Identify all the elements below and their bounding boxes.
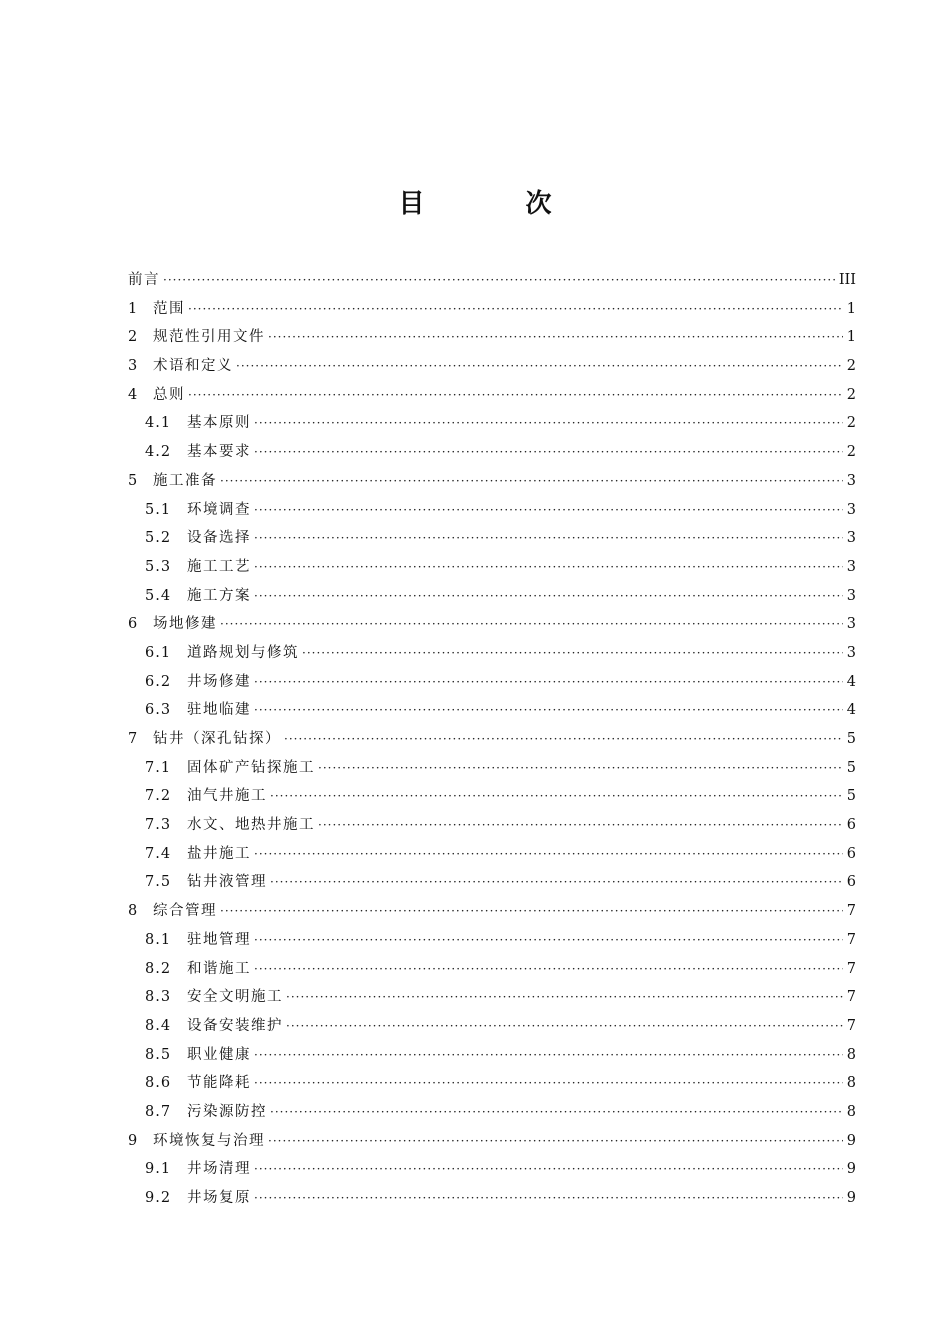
- toc-entry-label: 水文、地热井施工: [187, 817, 315, 834]
- toc-entry-page-number: 7: [846, 989, 856, 1006]
- toc-entry-label: 钻井（深孔钻探）: [153, 731, 281, 747]
- toc-entry-number: 8.7: [145, 1103, 172, 1120]
- toc-dot-leader: [188, 381, 843, 410]
- toc-entry-label: 和谐施工: [187, 960, 251, 977]
- toc-entry-number: 6.3: [145, 702, 172, 719]
- toc-entry-label: 驻地管理: [187, 931, 251, 948]
- toc-dot-leader: [286, 983, 843, 1012]
- toc-entry-label: 井场修建: [187, 673, 251, 690]
- toc-entry-number: 3: [128, 358, 138, 375]
- toc-entry-label: 井场复原: [187, 1190, 251, 1206]
- toc-entry-number: 4.2: [145, 444, 172, 461]
- toc-entry[interactable]: [128, 1098, 856, 1127]
- toc-dot-leader: [254, 409, 843, 438]
- toc-entry-number: 6: [128, 616, 138, 633]
- toc-entry-number: 8.6: [145, 1075, 172, 1092]
- toc-entry-number: 9.1: [145, 1161, 172, 1178]
- toc-entry-page-number: 1: [846, 329, 856, 346]
- toc-entry[interactable]: [128, 1184, 856, 1213]
- toc-dot-leader: [254, 1155, 843, 1184]
- toc-entry-page-number: 3: [846, 530, 856, 547]
- toc-entry[interactable]: [128, 1012, 856, 1041]
- toc-entry-page-number: 4: [846, 702, 856, 719]
- toc-entry-label: 安全文明施工: [187, 989, 283, 1006]
- toc-entry-label: 环境调查: [187, 501, 251, 518]
- toc-entry-page-number: III: [838, 272, 856, 288]
- toc-entry-page-number: 3: [846, 558, 856, 575]
- toc-dot-leader: [220, 467, 843, 496]
- toc-entry-number: 7.3: [145, 817, 172, 834]
- toc-entry[interactable]: [128, 295, 856, 324]
- toc-dot-leader: [284, 725, 843, 754]
- toc-entry-number: 5.2: [145, 530, 172, 547]
- page-title: 目 次: [398, 189, 598, 219]
- toc-entry-page-number: 7: [846, 903, 856, 920]
- toc-entry-label: 规范性引用文件: [153, 329, 265, 346]
- toc-entry-page-number: 1: [846, 300, 856, 317]
- toc-dot-leader: [318, 754, 843, 783]
- toc-dot-leader: [286, 1012, 843, 1041]
- toc-dot-leader: [254, 438, 843, 467]
- toc-entry-page-number: 7: [846, 960, 856, 977]
- toc-entry[interactable]: [128, 840, 856, 869]
- toc-entry[interactable]: [128, 696, 856, 725]
- toc-dot-leader: [254, 1069, 843, 1098]
- toc-entry-page-number: 3: [846, 501, 856, 518]
- toc-dot-leader: [270, 868, 843, 897]
- toc-dot-leader: [318, 811, 843, 840]
- toc-dot-leader: [302, 639, 843, 668]
- toc-entry-label: 污染源防控: [187, 1103, 267, 1120]
- toc-entry-number: 5.1: [145, 501, 172, 518]
- toc-entry-page-number: 2: [846, 415, 856, 432]
- toc-entry-label: 井场清理: [187, 1161, 251, 1178]
- toc-entry-number: 7.2: [145, 788, 172, 805]
- toc-entry-label: 施工方案: [187, 587, 251, 604]
- toc-entry-number: 8.2: [145, 960, 172, 977]
- toc-entry-number: 7.5: [145, 874, 172, 891]
- toc-entry-label: 职业健康: [187, 1046, 251, 1063]
- toc-dot-leader: [236, 352, 843, 381]
- toc-entry-page-number: 8: [846, 1075, 856, 1092]
- toc-entry-number: 5: [128, 472, 138, 489]
- toc-dot-leader: [270, 1098, 843, 1127]
- toc-entry-label: 设备安装维护: [187, 1017, 283, 1034]
- toc-entry-label: 施工工艺: [187, 558, 251, 575]
- toc-entry-label: 总则: [153, 386, 185, 403]
- toc-entry-label: 前言: [128, 272, 160, 288]
- toc-entry-page-number: 3: [846, 587, 856, 604]
- toc-entry[interactable]: [128, 1127, 856, 1156]
- toc-entry[interactable]: [128, 897, 856, 926]
- toc-entry-number: 8.1: [145, 931, 172, 948]
- toc-entry-page-number: 5: [846, 788, 856, 805]
- toc-entry-label: 钻井液管理: [187, 874, 267, 891]
- toc-entry-page-number: 7: [846, 1017, 856, 1034]
- toc-entry-page-number: 8: [846, 1103, 856, 1120]
- toc-entry-page-number: 9: [846, 1190, 856, 1206]
- toc-entry-page-number: 9: [846, 1132, 856, 1149]
- toc-entry-number: 9.2: [145, 1190, 172, 1206]
- toc-entry[interactable]: [128, 811, 856, 840]
- toc-entry-label: 基本要求: [187, 444, 251, 461]
- toc-entry-number: 5.3: [145, 558, 172, 575]
- toc-entry-page-number: 6: [846, 845, 856, 862]
- toc-dot-leader: [270, 782, 843, 811]
- toc-entry-number: 4: [128, 386, 138, 403]
- toc-entry-page-number: 5: [846, 731, 856, 747]
- toc-dot-leader: [254, 1041, 843, 1070]
- toc-entry-label: 油气井施工: [187, 788, 267, 805]
- toc-entry-page-number: 6: [846, 817, 856, 834]
- toc-entry-number: 1: [128, 300, 138, 317]
- toc-entry-page-number: 3: [846, 472, 856, 489]
- toc-dot-leader: [254, 496, 843, 525]
- toc-entry[interactable]: [128, 983, 856, 1012]
- toc-dot-leader: [254, 696, 843, 725]
- toc-entry-number: 8.4: [145, 1017, 172, 1034]
- toc-entry[interactable]: [128, 438, 856, 467]
- toc-entry-label: 盐井施工: [187, 845, 251, 862]
- toc-entry[interactable]: [128, 524, 856, 553]
- toc-entry-page-number: 9: [846, 1161, 856, 1178]
- toc-entry-label: 术语和定义: [153, 358, 233, 375]
- toc-dot-leader: [254, 840, 843, 869]
- toc-dot-leader: [254, 553, 843, 582]
- toc-entry[interactable]: [128, 868, 856, 897]
- toc-entry-page-number: 3: [846, 644, 856, 661]
- toc-entry-number: 8.3: [145, 989, 172, 1006]
- toc-entry-label: 节能降耗: [187, 1075, 251, 1092]
- toc-entry-label: 场地修建: [153, 616, 217, 633]
- toc-entry-number: 7.4: [145, 845, 172, 862]
- toc-entry[interactable]: [128, 1069, 856, 1098]
- toc-entry[interactable]: [128, 1041, 856, 1070]
- toc-entry-label: 综合管理: [153, 903, 217, 920]
- toc-dot-leader: [220, 897, 843, 926]
- toc-entry[interactable]: [128, 496, 856, 525]
- toc-entry-page-number: 6: [846, 874, 856, 891]
- toc-entry-label: 驻地临建: [187, 702, 251, 719]
- toc-entry-label: 施工准备: [153, 472, 217, 489]
- toc-entry[interactable]: [128, 1155, 856, 1184]
- toc-entry-page-number: 4: [846, 673, 856, 690]
- toc-entry[interactable]: [128, 610, 856, 639]
- toc-entry[interactable]: [128, 782, 856, 811]
- toc-entry[interactable]: [128, 553, 856, 582]
- toc-entry-number: 9: [128, 1132, 138, 1149]
- toc-entry[interactable]: [128, 955, 856, 984]
- toc-entry-label: 范围: [153, 300, 185, 317]
- toc-entry-label: 道路规划与修筑: [187, 644, 299, 661]
- toc-entry[interactable]: [128, 639, 856, 668]
- toc-entry-label: 设备选择: [187, 530, 251, 547]
- toc-entry[interactable]: [128, 668, 856, 697]
- toc-entry-number: 7.1: [145, 759, 172, 776]
- toc-entry-number: 6.1: [145, 644, 172, 661]
- toc-dot-leader: [254, 668, 843, 697]
- toc-dot-leader: [268, 1127, 843, 1156]
- toc-entry-number: 2: [128, 329, 138, 346]
- toc-entry[interactable]: [128, 381, 856, 410]
- toc-entry[interactable]: [128, 926, 856, 955]
- toc-entry[interactable]: [128, 352, 856, 381]
- toc-entry-label: 固体矿产钻探施工: [187, 759, 315, 776]
- toc-dot-leader: [163, 266, 836, 295]
- toc-entry-number: 5.4: [145, 587, 172, 604]
- toc-entry[interactable]: [128, 467, 856, 496]
- toc-entry-number: 8: [128, 903, 138, 920]
- toc-entry[interactable]: [128, 409, 856, 438]
- toc-entry-page-number: 8: [846, 1046, 856, 1063]
- toc-dot-leader: [188, 295, 843, 324]
- toc-entry-page-number: 7: [846, 931, 856, 948]
- toc-entry[interactable]: [128, 754, 856, 783]
- toc-dot-leader: [268, 323, 843, 352]
- toc-entry[interactable]: [128, 323, 856, 352]
- toc-entry-number: 4.1: [145, 415, 172, 432]
- toc-dot-leader: [220, 610, 843, 639]
- toc-dot-leader: [254, 955, 843, 984]
- toc-entry-page-number: 2: [846, 444, 856, 461]
- toc-dot-leader: [254, 524, 843, 553]
- toc-entry-number: 6.2: [145, 673, 172, 690]
- toc-entry-page-number: 5: [846, 759, 856, 776]
- toc-entry-number: 7: [128, 731, 138, 747]
- toc-dot-leader: [254, 582, 843, 611]
- toc-entry-label: 基本原则: [187, 415, 251, 432]
- toc-entry[interactable]: [128, 725, 856, 754]
- toc-entry[interactable]: [128, 582, 856, 611]
- toc-entry-number: 8.5: [145, 1046, 172, 1063]
- toc-entry-label: 环境恢复与治理: [153, 1132, 265, 1149]
- toc-dot-leader: [254, 1184, 843, 1213]
- table-of-contents: [128, 266, 856, 1213]
- toc-entry-page-number: 2: [846, 358, 856, 375]
- toc-entry[interactable]: [128, 266, 856, 295]
- toc-entry-page-number: 3: [846, 616, 856, 633]
- toc-dot-leader: [254, 926, 843, 955]
- toc-entry-page-number: 2: [846, 386, 856, 403]
